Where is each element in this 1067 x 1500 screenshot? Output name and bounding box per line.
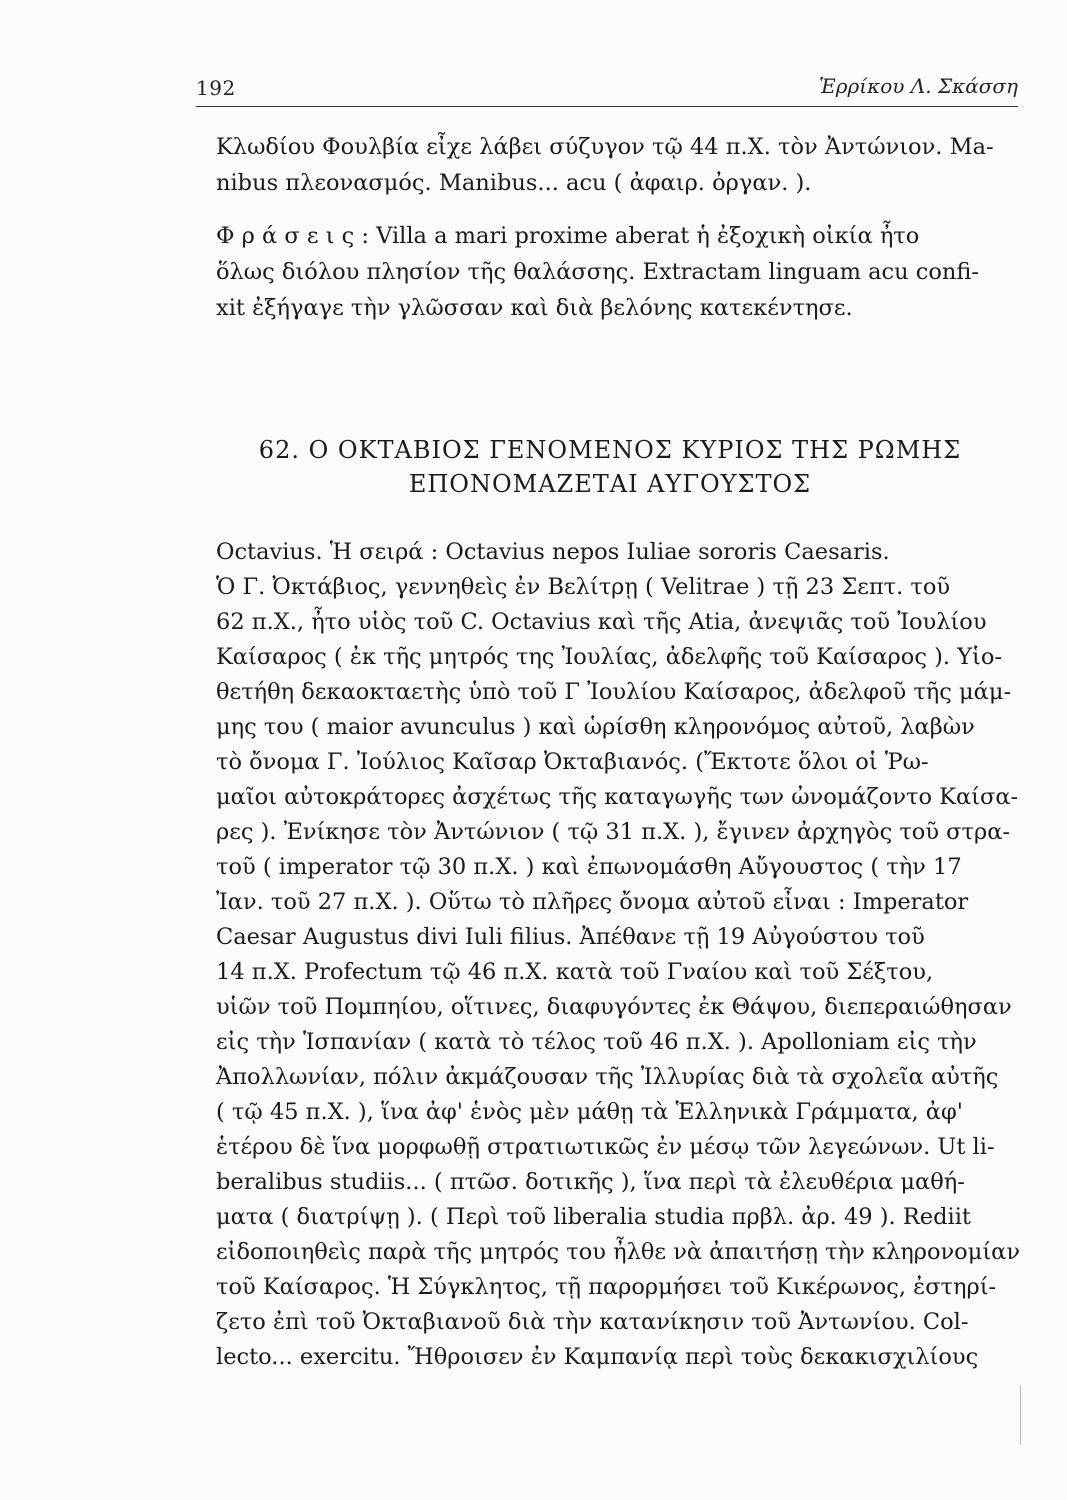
body-line: Ἰαν. τοῦ 27 π.Χ. ). Οὕτω τὸ πλῆρες ὄνομα αὐτοῦ εἶναι : Imperator — [216, 889, 969, 915]
body-line: ματα ( διατρίψῃ ). ( Περὶ τοῦ liberalia studia πρβλ. ἀρ. 49 ). Rediit — [216, 1204, 971, 1230]
body-line: Ὁ Γ. Ὀκτάβιος, γεννηθεὶς ἐν Βελίτρῃ ( Velitrae ) τῇ 23 Σεπτ. τοῦ — [216, 574, 951, 600]
running-head: Ἑρρίκου Λ. Σκάσση — [818, 74, 1018, 98]
body-line: Caesar Augustus divi Iuli filius. Ἀπέθανε τῇ 19 Αὐγούστου τοῦ — [216, 924, 925, 950]
body-line: beralibus studiis... ( πτῶσ. δοτικῆς ), ἵνα περὶ τὰ ἐλευθέρια μαθή- — [216, 1169, 965, 1195]
body-line: ζετο ἐπὶ τοῦ Ὀκταβιανοῦ διὰ τὴν κατανίκησιν τοῦ Ἀντωνίου. Col- — [216, 1309, 969, 1335]
body-line: Octavius. Ἡ σειρά : Octavius nepos Iuliae sororis Caesaris. — [216, 539, 890, 565]
body-line: ρες ). Ἐνίκησε τὸν Ἀντώνιον ( τῷ 31 π.Χ. ), ἔγινεν ἀρχηγὸς τοῦ στρα- — [216, 819, 1010, 845]
body-line: εἰς τὴν Ἱσπανίαν ( κατὰ τὸ τέλος τοῦ 46 π.Χ. ). Apolloniam εἰς τὴν — [216, 1029, 977, 1055]
body-line: μης του ( maior avunculus ) καὶ ὡρίσθη κληρονόμος αὐτοῦ, λαβὼν — [216, 714, 975, 740]
body-line: τὸ ὄνομα Γ. Ἰούλιος Καῖσαρ Ὀκταβιανός. (Ἔκτοτε ὅλοι οἱ Ῥω- — [216, 749, 929, 775]
body-line: ( τῷ 45 π.Χ. ), ἵνα ἀφ' ἑνὸς μὲν μάθῃ τὰ Ἑλληνικὰ Γράμματα, ἀφ' — [216, 1099, 963, 1125]
body-line: θετήθη δεκαοκταετὴς ὑπὸ τοῦ Γ Ἰουλίου Καίσαρος, ἀδελφοῦ τῆς μάμ- — [216, 679, 1012, 705]
body-line: τοῦ Καίσαρος. Ἡ Σύγκλητος, τῇ παρορμήσει τοῦ Κικέρωνος, ἐστηρί- — [216, 1274, 997, 1300]
body-line: Καίσαρος ( ἐκ τῆς μητρός της Ἰουλίας, ἀδελφῆς τοῦ Καίσαρος ). Υἱο- — [216, 644, 1002, 670]
intro-line: xit ἐξήγαγε τὴν γλῶσσαν καὶ διὰ βελόνης κατεκέντησε. — [216, 295, 853, 321]
body-line: τοῦ ( imperator τῷ 30 π.Χ. ) καὶ ἐπωνομάσθη Αὔγουστος ( τὴν 17 — [216, 854, 962, 880]
body-line: υἱῶν τοῦ Πομπηίου, οἵτινες, διαφυγόντες ἐκ Θάψου, διεπεραιώθησαν — [216, 994, 1012, 1020]
body-line: εἰδοποιηθεὶς παρὰ τῆς μητρός του ἦλθε νὰ ἀπαιτήσῃ τὴν κληρονομίαν — [216, 1239, 1021, 1265]
section-heading-line-2: ΕΠΟΝΟΜΑΖΕΤΑΙ ΑΥΓΟΥΣΤΟΣ — [408, 470, 812, 498]
intro-line: Κλωδίου Φουλβία εἶχε λάβει σύζυγον τῷ 44 π.Χ. τὸν Ἀντώνιον. Ma- — [216, 134, 994, 160]
body-line: μαῖοι αὐτοκράτορες ἀσχέτως τῆς καταγωγῆς των ὠνομάζοντο Καίσα- — [216, 784, 1019, 810]
section-heading-line-1: 62. Ο ΟΚΤΑΒΙΟΣ ΓΕΝΟΜΕΝΟΣ ΚΥΡΙΟΣ ΤΗΣ ΡΩΜΗΣ — [258, 436, 962, 464]
body-line: lecto... exercitu. Ἤθροισεν ἐν Καμπανίᾳ περὶ τοὺς δεκακισχιλίους — [216, 1344, 979, 1370]
page-number: 192 — [196, 76, 236, 100]
intro-line: nibus πλεονασμός. Manibus... acu ( ἀφαιρ. ὀργαν. ). — [216, 170, 812, 196]
body-line: 62 π.Χ., ἦτο υἱὸς τοῦ C. Octavius καὶ τῆς Atia, ἀνεψιᾶς τοῦ Ἰουλίου — [216, 609, 987, 635]
body-line: ἑτέρου δὲ ἵνα μορφωθῇ στρατιωτικῶς ἐν μέσῳ τῶν λεγεώνων. Ut li- — [216, 1134, 995, 1160]
body-line: 14 π.Χ. Profectum τῷ 46 π.Χ. κατὰ τοῦ Γναίου καὶ τοῦ Σέξτου, — [216, 959, 934, 985]
header-rule — [196, 106, 1018, 107]
intro-line: Φ ρ ά σ ε ι ς : Villa a mari proxime aberat ἡ ἐξοχικὴ οἰκία ἦτο — [216, 223, 920, 249]
body-line: Ἀπολλωνίαν, πόλιν ἀκμάζουσαν τῆς Ἰλλυρίας διὰ τὰ σχολεῖα αὐτῆς — [216, 1064, 999, 1090]
scan-artifact — [1020, 1385, 1021, 1445]
page-header — [196, 62, 1018, 108]
intro-line: ὅλως διόλου πλησίον τῆς θαλάσσης. Extractam linguam acu confi- — [216, 259, 979, 285]
